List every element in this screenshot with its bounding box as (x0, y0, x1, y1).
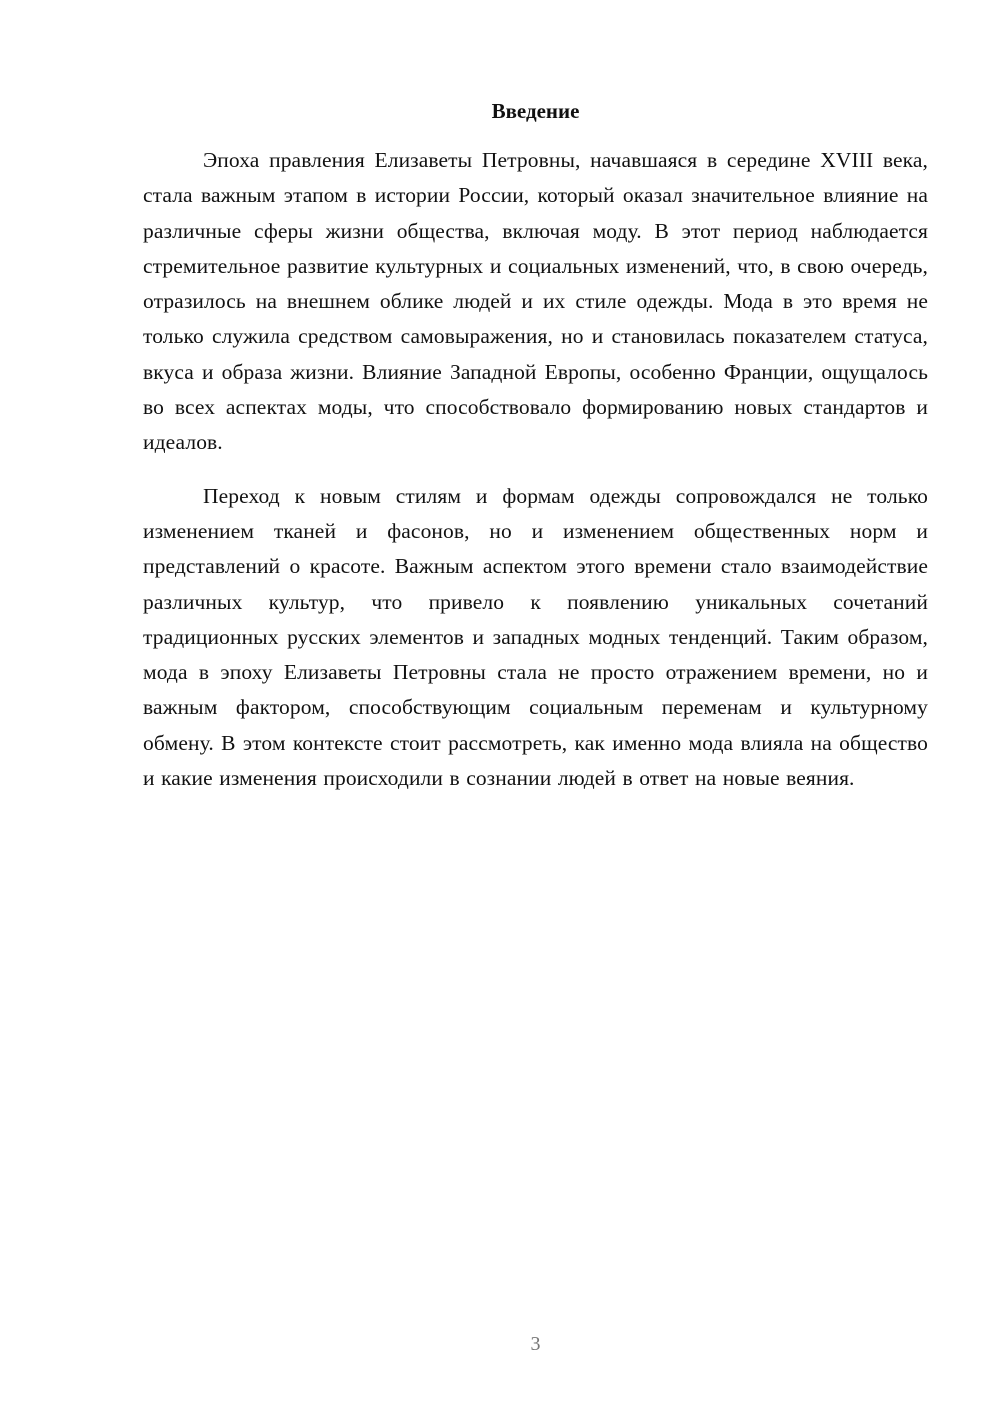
section-title: Введение (491, 99, 580, 123)
page-number: 3 (530, 1333, 541, 1355)
paragraph-1: Эпоха правления Елизаветы Петровны, начавшаяся в середине XVIII века, стала важным этапом в истории России, который оказал значительное влияние на различные сферы жизни общества, включая моду. В этот период наблюдается стремительное развитие культурных и социальных изменений, что, в свою очередь, отразилось на внешнем облике людей и их стиле одежды. Мода в это время не только служила средством самовыражения, но и становилась показателем статуса, вкуса и образа жизни. Влияние Западной Европы, особенно Франции, ощущалось во всех аспектах моды, что способствовало формированию новых стандартов и идеалов. (143, 148, 928, 455)
paragraph-2: Переход к новым стилям и формам одежды сопровождался не только изменением тканей и фасонов, но и изменением общественных норм и представлений о красоте. Важным аспектом этого времени стало взаимодействие различных культур, что привело к появлению уникальных сочетаний традиционных русских элементов и западных модных тенденций. Таким образом, мода в эпоху Елизаветы Петровны стала не просто отражением времени, но и важным фактором, способствующим социальным переменам и культурному обмену. В этом контексте стоит рассмотреть, как именно мода влияла на общество и какие изменения происходили в сознании людей в ответ на новые веяния. (143, 483, 928, 791)
body-text (143, 143, 928, 814)
